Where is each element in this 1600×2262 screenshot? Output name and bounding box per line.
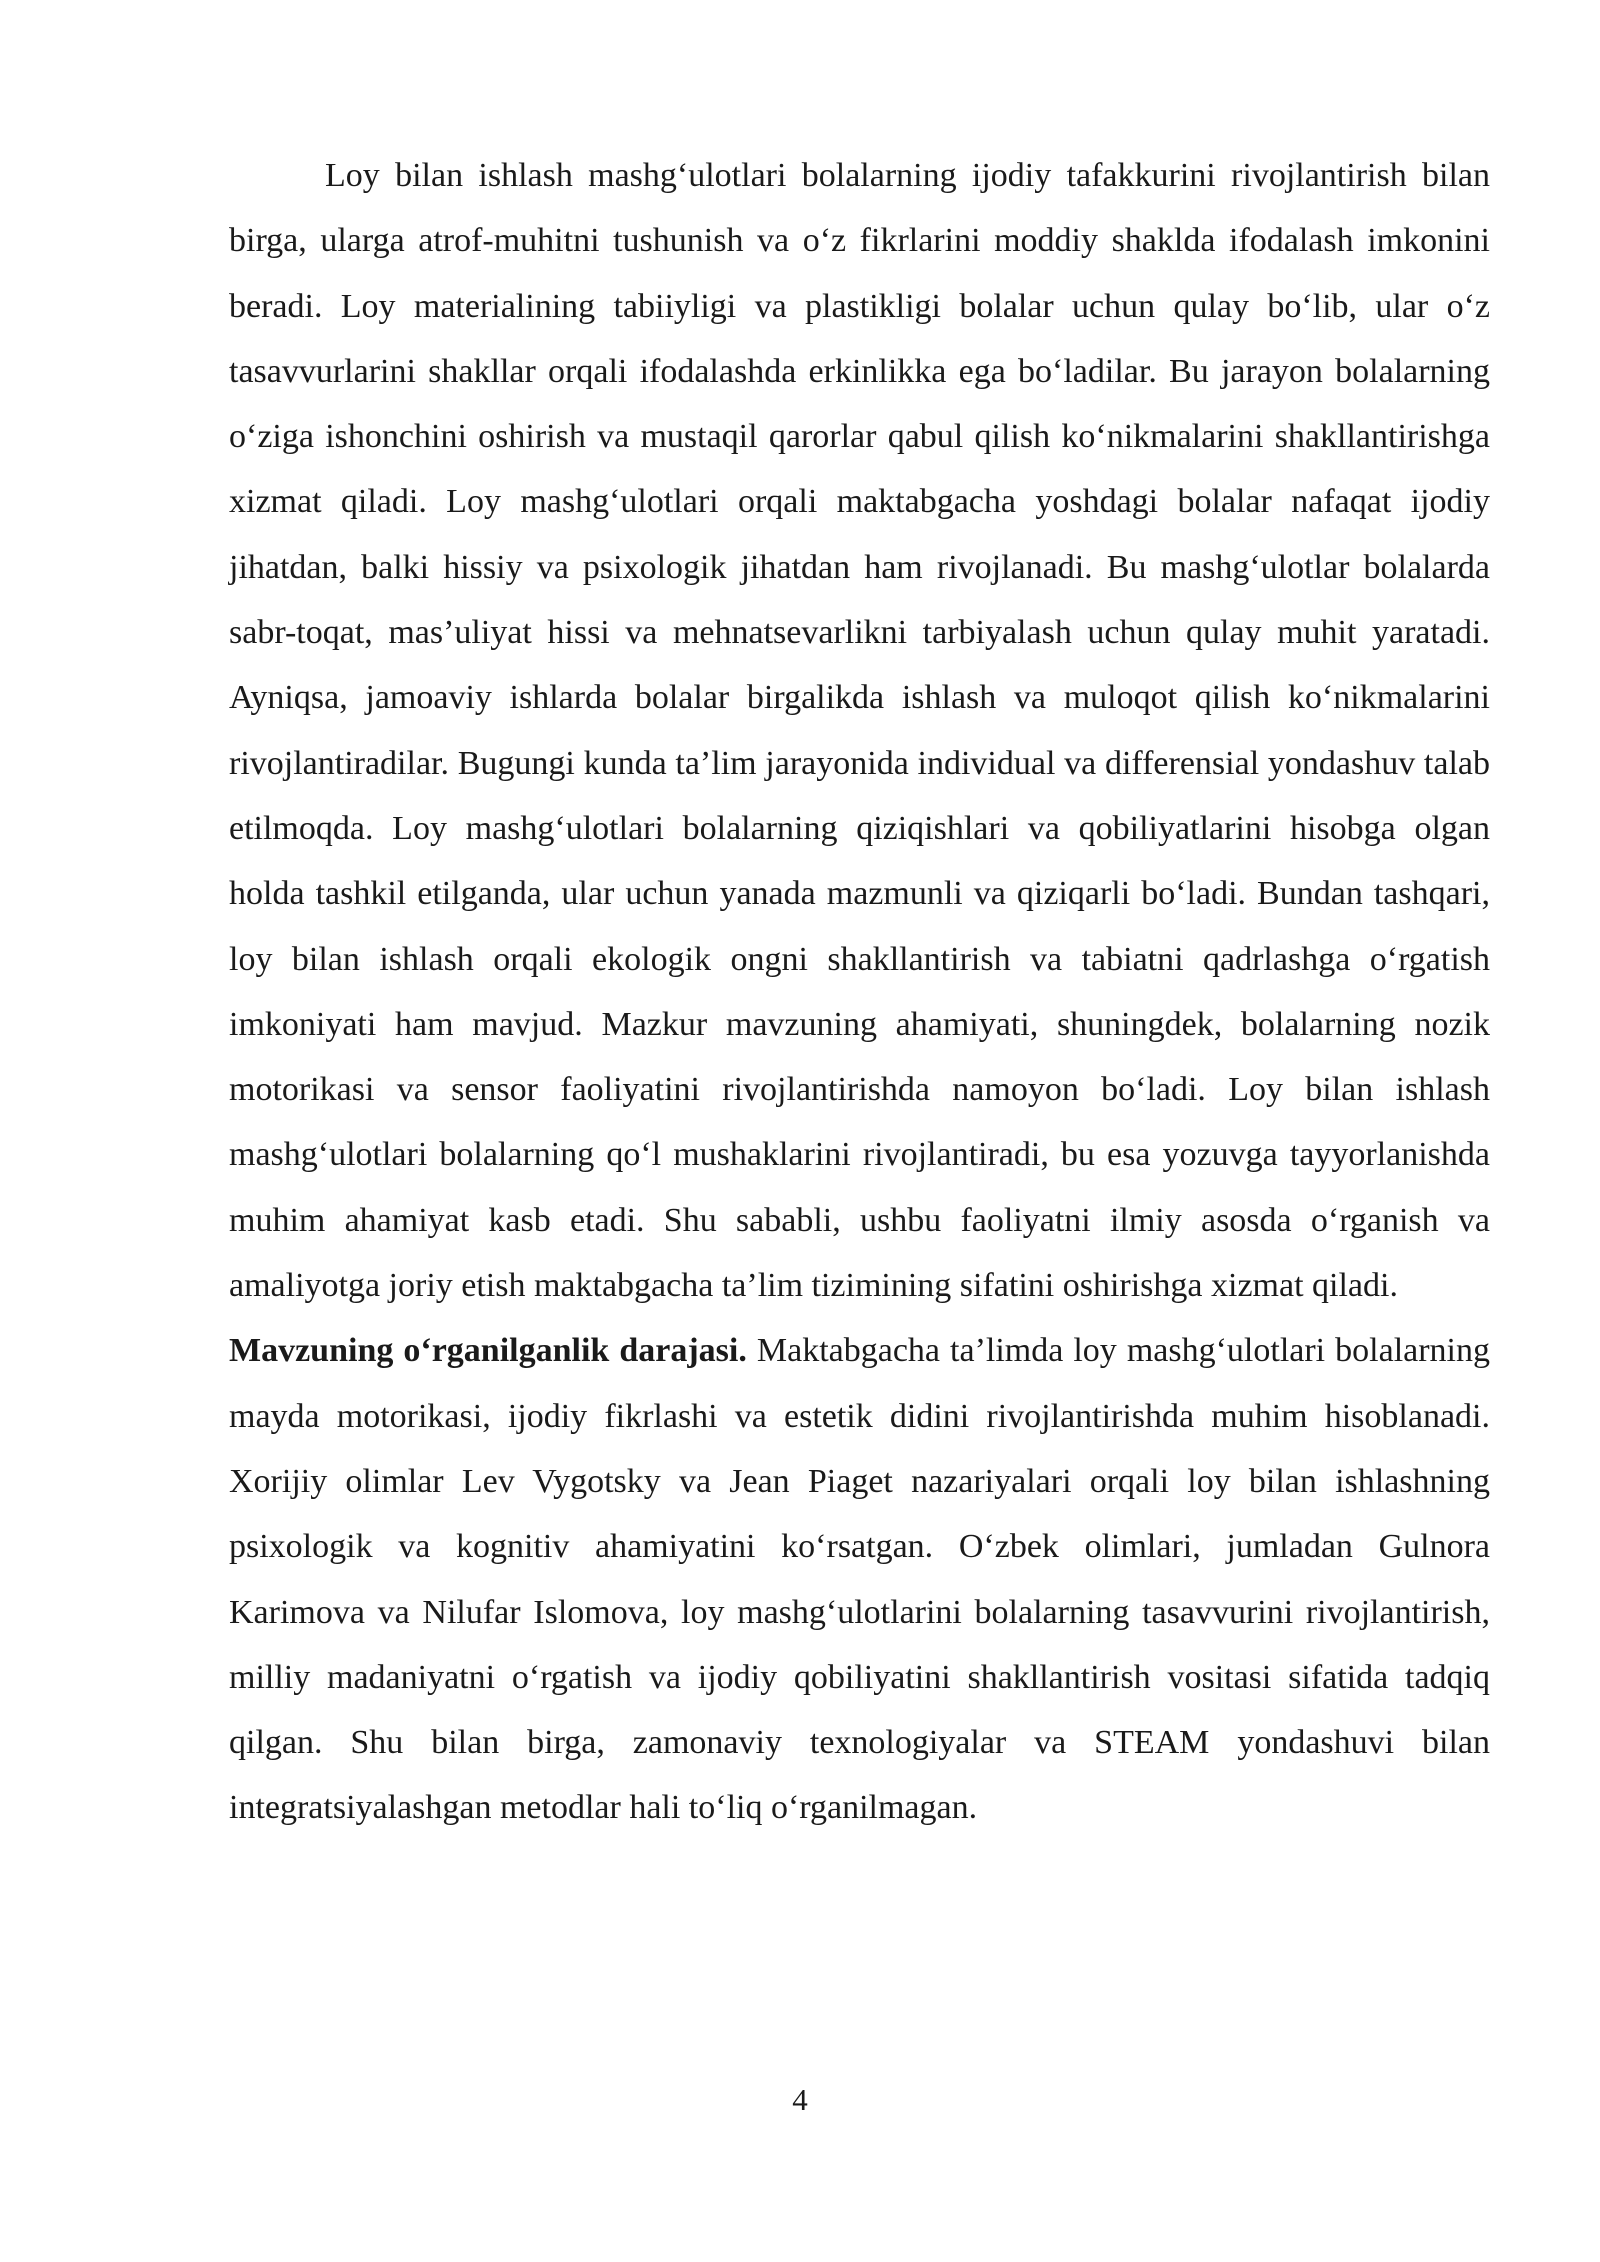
section-heading-inline: Mavzuning o‘rganilganlik darajasi. <box>229 1332 747 1370</box>
paragraph-study-level-text: Maktabgacha ta’limda loy mashg‘ulotlari bolalarning mayda motorikasi, ijodiy fikrlashi va estetik didini rivojlantirishda muhim hisoblanadi. Xorijiy olimlar Lev Vygotsky va Jean Piaget nazariyalari orqali loy bilan ishlashning psixologik va kognitiv ahamiyatini ko‘rsatgan. O‘zbek olimlari, jumladan Gulnora Karimova va Nilufar Islomova, loy mashg‘ulotlarini bolalarning tasavvurini rivojlantirish, milliy madaniyatni o‘rgatish va ijodiy qobiliyatini shakllantirish vositasi sifatida tadqiq qilgan. Shu bilan birga, zamonaviy texnologiyalar va STEAM yondashuvi bilan integratsiyalashgan metodlar hali to‘liq o‘rganilmagan. <box>229 1332 1490 1827</box>
body-text <box>229 143 1490 1841</box>
paragraph-intro: Loy bilan ishlash mashg‘ulotlari bolalarning ijodiy tafakkurini rivojlantirish bilan birga, ularga atrof-muhitni tushunish va o‘z fikrlarini moddiy shaklda ifodalash imkonini beradi. Loy materialining tabiiyligi va plastikligi bolalar uchun qulay bo‘lib, ular o‘z tasavvurlarini shakllar orqali ifodalashda erkinlikka ega bo‘ladilar. Bu jarayon bolalarning o‘ziga ishonchini oshirish va mustaqil qarorlar qabul qilish ko‘nikmalarini shakllantirishga xizmat qiladi. Loy mashg‘ulotlari orqali maktabgacha yoshdagi bolalar nafaqat ijodiy jihatdan, balki hissiy va psixologik jihatdan ham rivojlanadi. Bu mashg‘ulotlar bolalarda sabr-toqat, mas’uliyat hissi va mehnatsevarlikni tarbiyalash uchun qulay muhit yaratadi. Ayniqsa, jamoaviy ishlarda bolalar birgalikda ishlash va muloqot qilish ko‘nikmalarini rivojlantiradilar. Bugungi kunda ta’lim jarayonida individual va differensial yondashuv talab etilmoqda. Loy mashg‘ulotlari bolalarning qiziqishlari va qobiliyatlarini hisobga olgan holda tashkil etilganda, ular uchun yanada mazmunli va qiziqarli bo‘ladi. Bundan tashqari, loy bilan ishlash orqali ekologik ongni shakllantirish va tabiatni qadrlashga o‘rgatish imkoniyati ham mavjud. Mazkur mavzuning ahamiyati, shuningdek, bolalarning nozik motorikasi va sensor faoliyatini rivojlantirishda namoyon bo‘ladi. Loy bilan ishlash mashg‘ulotlari bolalarning qo‘l mushaklarini rivojlantiradi, bu esa yozuvga tayyorlanishda muhim ahamiyat kasb etadi. Shu sababli, ushbu faoliyatni ilmiy asosda o‘rganish va amaliyotga joriy etish maktabgacha ta’lim tizimining sifatini oshirishga xizmat qiladi. <box>229 157 1490 1305</box>
paragraph-study-level <box>229 1318 1490 1840</box>
page-number: 4 <box>792 2082 808 2117</box>
